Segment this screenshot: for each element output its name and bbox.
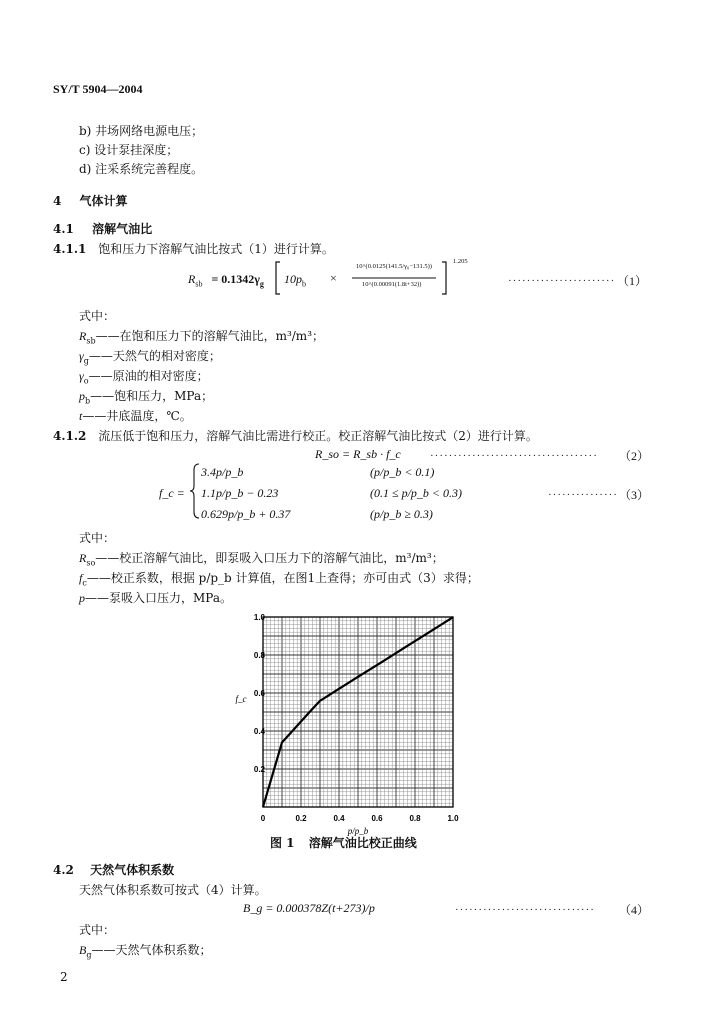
standard-code: SY/T 5904—2004 xyxy=(53,82,143,96)
equation-number: （3） xyxy=(619,488,650,502)
section-title: 溶解气油比 xyxy=(92,222,153,236)
y-axis-label: f_c xyxy=(235,694,247,704)
x-tick-label: 0.2 xyxy=(295,814,307,823)
eq-fraction-denominator: 10^(0.00091(1.8t+32)) xyxy=(362,281,422,288)
section-number: 4 xyxy=(53,194,62,208)
figure-title: 溶解气油比校正曲线 xyxy=(308,836,417,850)
section-number: 4.1.2 xyxy=(53,429,87,443)
equation-3-brace xyxy=(189,462,201,520)
equation-1-bracket xyxy=(274,260,450,296)
equation-3-lhs: f_c = xyxy=(159,486,185,500)
definition-item: $f_c——$校正系数，根据 p/p_b 计算值，在图1上查得；亦可由式（3）求得； xyxy=(79,571,479,588)
eq-subscript: sb xyxy=(195,279,203,289)
case-expression: 3.4p/p_b xyxy=(201,465,244,479)
equation-1 xyxy=(188,272,264,288)
eq-subscript: g xyxy=(259,279,264,289)
definition-item: $\gamma_g——$天然气的相对密度； xyxy=(79,349,221,366)
case-expression: 1.1p/p_b − 0.23 xyxy=(201,486,279,500)
case-condition: (p/p_b ≥ 0.3) xyxy=(370,507,433,521)
equation-4: B_g = 0.000378Z(t+273)/p xyxy=(243,901,375,915)
equation-number: （4） xyxy=(619,903,650,917)
definition-item: $p_b——$饱和压力，MPa； xyxy=(79,389,214,406)
page-number: 2 xyxy=(60,970,68,984)
where-label: 式中： xyxy=(79,309,116,323)
list-item: b) 井场网络电源电压； xyxy=(79,124,204,138)
list-item: d) 注采系统完善程度。 xyxy=(79,162,204,176)
eq-coefficient: = 0.1342γ xyxy=(211,272,260,286)
where-label: 式中： xyxy=(79,923,116,937)
section-text: 流压低于饱和压力，溶解气油比需进行校正。校正溶解气油比按式（2）进行计算。 xyxy=(98,429,538,443)
figure-caption xyxy=(270,834,417,851)
definition-item: p——泵吸入口压力，MPa。 xyxy=(79,591,232,605)
eq-symbol: R xyxy=(188,272,196,286)
list-item: c) 设计泵挂深度； xyxy=(79,143,179,157)
section-number: 4.1 xyxy=(53,222,74,236)
section-title: 气体计算 xyxy=(79,194,128,208)
y-tick-label: 1.0 xyxy=(253,613,265,622)
section-4-2-heading xyxy=(53,861,174,878)
x-tick-label: 0.8 xyxy=(409,814,421,823)
case-expression: 0.629p/p_b + 0.37 xyxy=(201,507,291,521)
leader-dots: ···································· xyxy=(430,450,598,462)
eq-exponent: 1.205 xyxy=(453,258,468,265)
x-tick-label: 1.0 xyxy=(447,814,459,823)
y-tick-label: 0.8 xyxy=(253,651,265,660)
eq-times: × xyxy=(330,271,337,285)
definition-item: $B_g——$天然气体积系数； xyxy=(79,943,212,960)
figure-number: 图 1 xyxy=(270,836,295,850)
definition-item: $\gamma_o——$原油的相对密度； xyxy=(79,369,209,386)
case-condition: (p/p_b < 0.1) xyxy=(370,465,435,479)
equation-number: （2） xyxy=(619,449,650,463)
eq-subscript: b xyxy=(302,279,306,289)
section-4-1-heading xyxy=(53,220,152,237)
y-tick-label: 0.6 xyxy=(253,689,265,698)
leader-dots: ······················· xyxy=(508,275,616,287)
section-number: 4.1.1 xyxy=(53,242,87,256)
x-tick-label: 0.6 xyxy=(371,814,383,823)
figure-1-chart xyxy=(225,605,475,836)
y-tick-label: 0.2 xyxy=(253,765,265,774)
section-number: 4.2 xyxy=(53,863,74,877)
case-condition: (0.1 ≤ p/p_b < 0.3) xyxy=(370,486,463,500)
equation-number: （1） xyxy=(617,274,648,288)
eq-fraction-numerator: 10^(0.0125(141.5/γ₀−131.5)) xyxy=(356,263,432,270)
y-tick-label: 0.4 xyxy=(253,727,265,736)
leader-dots: ······························ xyxy=(455,904,595,916)
section-text: 天然气体积系数可按式（4）计算。 xyxy=(79,883,267,897)
section-title: 天然气体积系数 xyxy=(90,863,175,877)
section-text: 饱和压力下溶解气油比按式（1）进行计算。 xyxy=(98,242,334,256)
section-4-1-1-paragraph xyxy=(53,240,334,257)
eq-bracket-main: 10p xyxy=(284,272,302,286)
x-axis-label: p/p_b xyxy=(347,826,369,836)
x-tick-label: 0 xyxy=(260,814,266,823)
section-4-heading xyxy=(53,192,128,209)
definition-item: $R_{sb}——$在饱和压力下的溶解气油比，m³/m³； xyxy=(79,329,325,346)
x-tick-label: 0.4 xyxy=(333,814,345,823)
where-label: 式中： xyxy=(79,531,116,545)
definition-item: $R_{so}——$校正溶解气油比，即泵吸入口压力下的溶解气油比，m³/m³； xyxy=(79,551,444,568)
equation-2: R_so = R_sb · f_c xyxy=(315,447,401,461)
definition-item: t——井底温度，℃。 xyxy=(79,409,192,423)
leader-dots: ··············· xyxy=(548,489,618,501)
section-4-1-2-paragraph xyxy=(53,427,538,444)
